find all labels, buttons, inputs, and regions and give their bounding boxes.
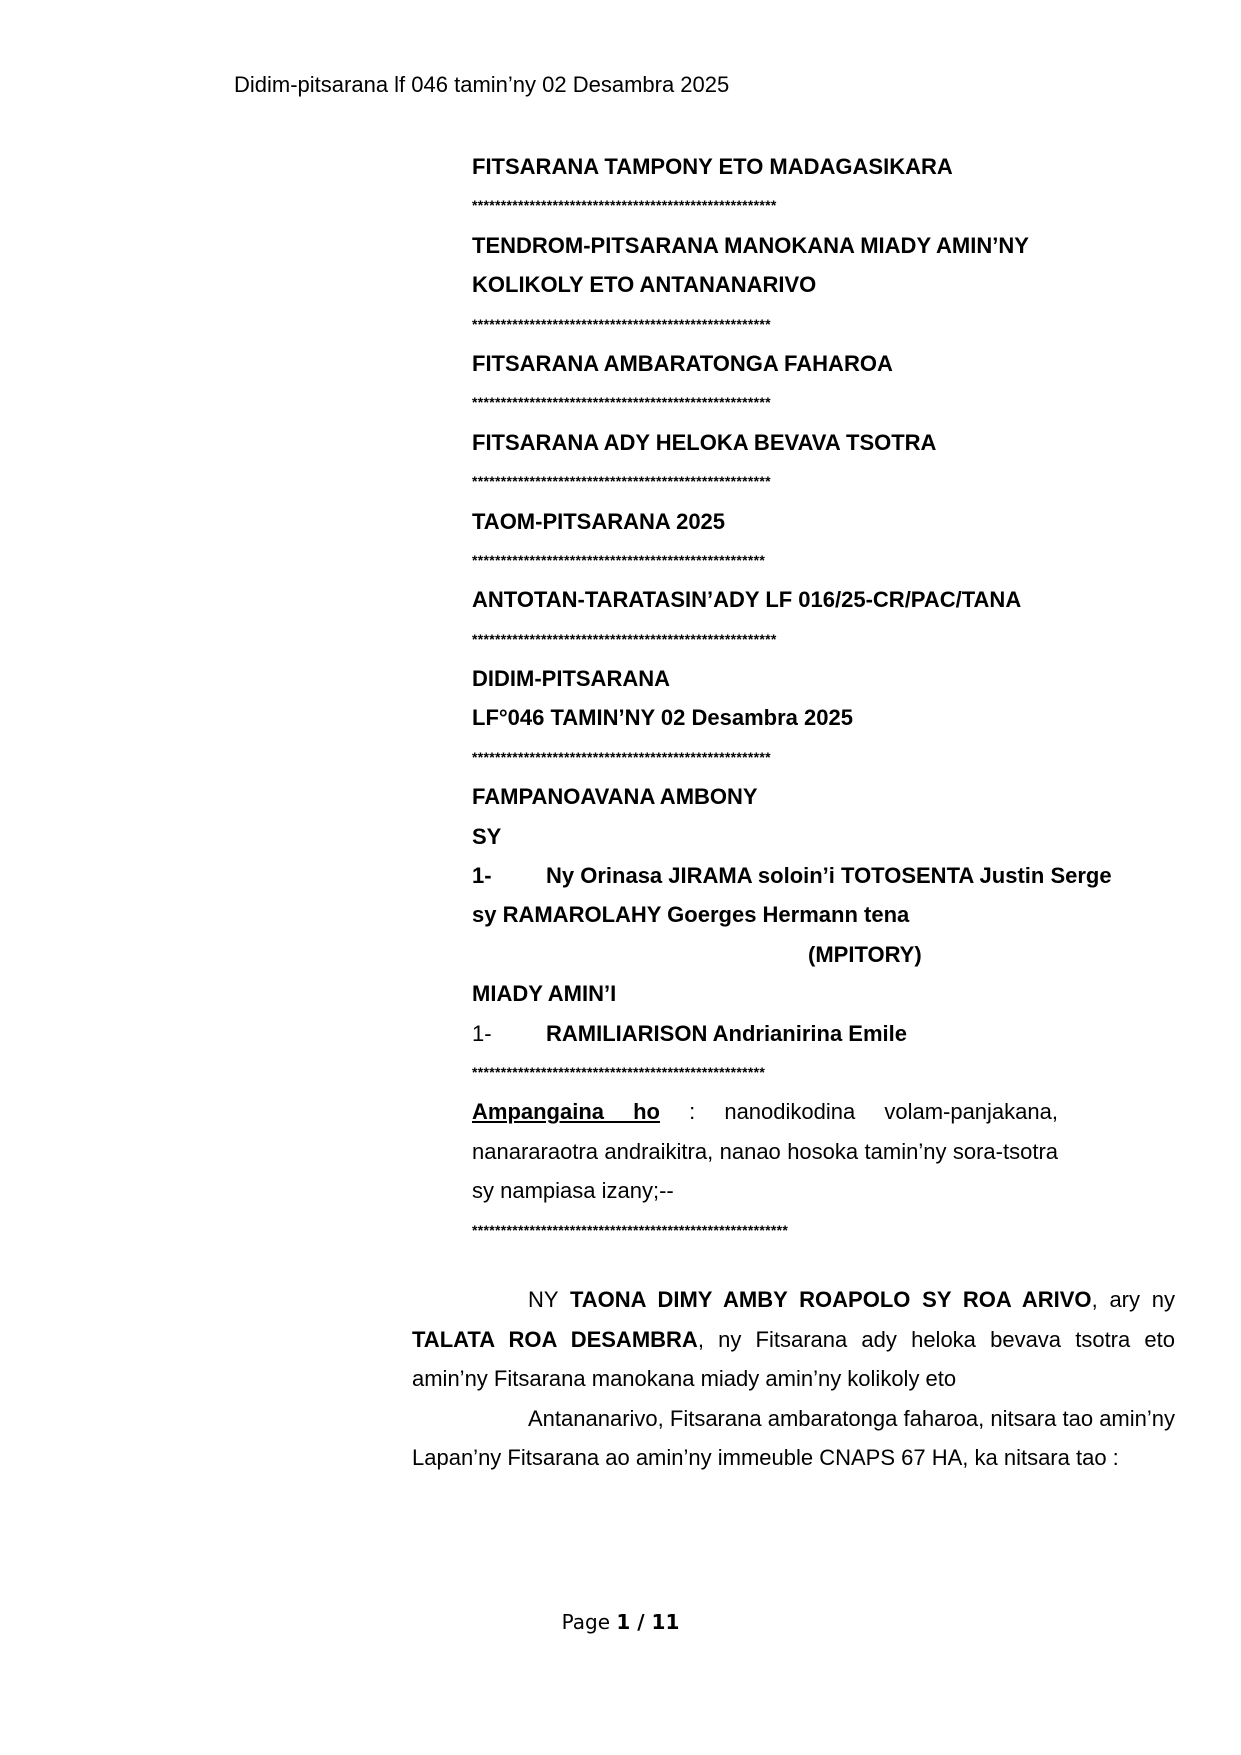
separator: *************************************************** [472, 1063, 766, 1080]
charges-colon: : [689, 1099, 696, 1125]
court-supreme: FITSARANA TAMPONY ETO MADAGASIKARA [472, 154, 953, 179]
court-chamber: FITSARANA ADY HELOKA BEVAVA TSOTRA [472, 429, 937, 455]
opening-text: , ny Fitsarana ady heloka bevava tsotra eto amin’ny Fitsarana manokana miady amin’ny kolikoly eto [412, 1326, 1176, 1392]
separator: **************************************************** [472, 748, 771, 765]
opening-text: , ary ny [1091, 1287, 1175, 1312]
judicial-year: TAOM-PITSARANA 2025 [472, 508, 726, 534]
page-label: Page [561, 1610, 617, 1634]
charges-text: nanodikodina volam-panjakana, nanararaotra andraikitra, nanao hosoka tamin’ny sora-tsotra sy nampiasa izany;-- [472, 1099, 1058, 1204]
year-words: TAONA DIMY AMBY ROAPOLO SY ROA ARIVO [569, 1287, 1092, 1312]
page-number [0, 1610, 1241, 1634]
defendant-line [472, 1014, 1092, 1053]
opening-paragraph-2: Antananarivo, Fitsarana ambaratonga faharoa, nitsara tao amin’ny Lapan’ny Fitsarana ao amin’ny immeuble CNAPS 67 HA, ka nitsara tao : [412, 1405, 1175, 1471]
court-prosecution: TENDROM-PITSARANA MANOKANA MIADY AMIN’NY [472, 232, 1029, 258]
defendant-number: 1- [472, 1020, 492, 1046]
defendant-name: RAMILIARISON Andrianirina Emile [546, 1020, 908, 1046]
separator: ***************************************************** [472, 630, 777, 647]
judgment-opening [412, 1280, 1175, 1478]
plaintiff-role: (MPITORY) [808, 941, 922, 967]
parties-sy: SY [472, 823, 502, 849]
separator: ***************************************************** [472, 197, 777, 214]
separator: **************************************************** [472, 315, 771, 332]
charges [472, 1092, 1058, 1210]
page-current: 1 [616, 1610, 631, 1634]
opening-text: NY [528, 1287, 570, 1312]
plaintiff-number: 1- [472, 863, 492, 889]
header-note: Didim-pitsarana lf 046 tamin’ny 02 Desambra 2025 [234, 72, 730, 97]
plaintiff-representatives: sy RAMAROLAHY Goerges Hermann tena [472, 902, 910, 928]
case-file-number: ANTOTAN-TARATASIN’ADY LF 016/25-CR/PAC/TANA [472, 587, 1022, 613]
page-separator: / [630, 1610, 652, 1634]
court-prosecution-cont: KOLIKOLY ETO ANTANANARIVO [472, 272, 817, 298]
parties-title: FAMPANOAVANA AMBONY [472, 784, 758, 810]
judgment-number-date: LF°046 TAMIN’NY 02 Desambra 2025 [472, 705, 853, 731]
plaintiff-name: Ny Orinasa JIRAMA soloin’i TOTOSENTA Justin Serge [546, 863, 1112, 889]
court-level: FITSARANA AMBARATONGA FAHAROA [472, 350, 893, 376]
separator: ******************************************************* [472, 1221, 789, 1238]
plaintiff-line [472, 856, 1112, 895]
separator: *************************************************** [472, 551, 766, 568]
separator: **************************************************** [472, 473, 771, 490]
against-label: MIADY AMIN’I [472, 981, 617, 1007]
judgment-title: DIDIM-PITSARANA [472, 666, 670, 692]
case-header [472, 147, 1112, 1250]
opening-paragraph-1 [412, 1280, 1175, 1399]
page-total: 11 [651, 1610, 680, 1634]
charges-label: Ampangaina ho [472, 1099, 660, 1125]
separator: **************************************************** [472, 394, 771, 411]
day-words: TALATA ROA DESAMBRA [412, 1326, 698, 1352]
